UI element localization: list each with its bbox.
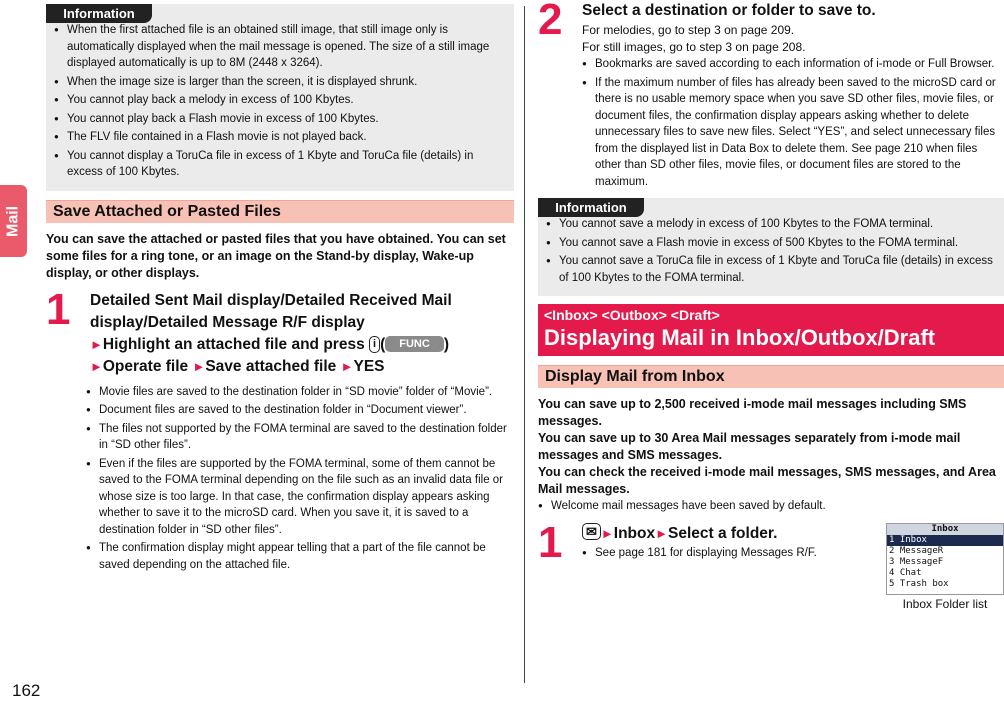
- mail-key-icon: ✉: [582, 523, 601, 540]
- folder-row: 1 Inbox: [887, 535, 1003, 546]
- step-number: 2: [538, 0, 563, 44]
- step-line1: Detailed Sent Mail display/Detailed Received Mail display/Detailed Message R/F display: [90, 291, 452, 331]
- info-bullet: ● You cannot save a melody in excess of 100 Kbytes to the FOMA terminal.: [546, 216, 998, 233]
- arrow-icon: ►: [192, 358, 206, 374]
- step-title: [90, 290, 514, 378]
- step-op: Save attached file: [205, 357, 337, 375]
- step-line: For melodies, go to step 3 on page 209.: [582, 23, 795, 37]
- inbox-screen-figure: [886, 523, 1004, 611]
- arrow-icon: ►: [90, 358, 103, 374]
- step-highlight: Highlight an attached file and press: [102, 335, 365, 353]
- folder-row: 3 MessageF: [889, 556, 944, 567]
- step-bullet: ● Even if the files are supported by the FOMA terminal, some of them cannot be saved to the FOMA terminal depending on the file such as an invalid data file or whose size is too large. In that case, the confirmation display appears asking whether to save it to the microSD card. When you save it, it is saved to a destination folder in “SD other files”.: [86, 456, 514, 539]
- step-bullet: ● Bookmarks are saved according to each information of i-mode or Full Browser.: [582, 56, 1004, 73]
- lead-bullet: ● Welcome mail messages have been saved by default.: [538, 498, 1004, 515]
- info-bullet: ● You cannot display a ToruCa file in excess of 1 Kbyte and ToruCa file (details) in excess of 100 Kbytes.: [54, 148, 508, 181]
- step-2: [538, 0, 1004, 190]
- lead-text: You can save the attached or pasted files that you have obtained. You can set some files for a ring tone, or an image on the Stand-by display, Wake-up display, or other displays.: [46, 231, 506, 280]
- info-bullet: ● When the image size is larger than the screen, it is displayed shrunk.: [54, 74, 508, 91]
- step-op: Inbox: [613, 524, 656, 542]
- step-bullet: ● See page 181 for displaying Messages R/F.: [582, 545, 878, 562]
- folder-row: 5 Trash box: [889, 578, 949, 589]
- column-divider: [524, 6, 525, 683]
- folder-row: 2 MessageR: [889, 545, 944, 556]
- info-label: Information: [46, 4, 152, 23]
- info-box-left: [46, 4, 514, 191]
- info-bullet: ● You cannot play back a melody in excess of 100 Kbytes.: [54, 92, 508, 109]
- banner-subtitle: <Inbox> <Outbox> <Draft>: [544, 307, 720, 323]
- screen-header: Inbox: [887, 524, 1003, 535]
- step-op: YES: [353, 357, 385, 375]
- step-number: 1: [538, 517, 563, 567]
- paren: ): [443, 335, 449, 353]
- i-mode-key-icon: i: [369, 336, 380, 353]
- step-bullet: ● Document files are saved to the destination folder in “Document viewer”.: [86, 402, 514, 419]
- info-bullet: ● You cannot save a ToruCa file in excess of 1 Kbyte and ToruCa file (details) in excess of 100 Kbytes to the FOMA terminal.: [546, 253, 998, 286]
- side-tab-mail: [0, 185, 27, 257]
- info-bullet: ● When the first attached file is an obtained still image, that still image only is automatically displayed when the mail message is opened. The size of a still image displayed automatically is up to 8M (2448 x 3264).: [54, 22, 508, 72]
- arrow-icon: ►: [340, 358, 354, 374]
- step-bullet: ● The confirmation display might appear telling that a part of the file cannot be saved depending on the attached file.: [86, 540, 514, 573]
- info-bullet: ● You cannot play back a Flash movie in excess of 100 Kbytes.: [54, 111, 508, 128]
- step-1-right: [538, 517, 878, 567]
- step-1-left: [46, 284, 514, 574]
- left-column: [46, 4, 514, 575]
- section-title: Save Attached or Pasted Files: [46, 200, 514, 223]
- info-bullet: ● You cannot save a Flash movie in excess of 500 Kbytes to the FOMA terminal.: [546, 235, 998, 252]
- arrow-icon: ►: [90, 336, 103, 352]
- step-op: Select a folder.: [668, 524, 778, 542]
- step-title: [582, 523, 878, 545]
- step-line: For still images, go to step 3 on page 208.: [582, 40, 806, 54]
- info-bullet: ● The FLV file contained in a Flash movie is not played back.: [54, 129, 508, 146]
- page-number: 162: [12, 681, 41, 700]
- lead-text: You can save up to 2,500 received i-mode mail messages including SMS messages. You can save up to 30 Area Mail messages separately from i-mode mail messages and SMS messages. You can check the received i-mode mail messages, SMS messages, and Area Mail messages.: [538, 397, 996, 496]
- side-tab-label: Mail: [4, 205, 22, 237]
- arrow-icon: ►: [600, 525, 614, 541]
- section-title: Display Mail from Inbox: [538, 365, 1004, 388]
- info-box-right: [538, 198, 1004, 296]
- step-bullet: ● The files not supported by the FOMA terminal are saved to the destination folder in “SD other files”.: [86, 421, 514, 454]
- phone-screen: [886, 523, 1004, 595]
- step-bullet: ● Movie files are saved to the destination folder in “SD movie” folder of “Movie”.: [86, 384, 514, 401]
- banner-title: Displaying Mail in Inbox/Outbox/Draft: [544, 325, 936, 350]
- figure-caption: Inbox Folder list: [902, 596, 988, 611]
- folder-row: 4 Chat: [889, 567, 922, 578]
- inbox-step-area: [538, 517, 1004, 611]
- arrow-icon: ►: [655, 525, 668, 541]
- step-op: Operate file: [102, 357, 189, 375]
- paren: (: [380, 335, 386, 353]
- step-number: 1: [46, 284, 71, 334]
- right-column: [538, 0, 1004, 611]
- chapter-banner: [538, 304, 1004, 356]
- func-key-icon: FUNC: [385, 336, 444, 352]
- info-label: Information: [538, 198, 644, 217]
- step-bullet: ● If the maximum number of files has already been saved to the microSD card or there is no usable memory space when you save SD other files, movie files, or document files, the confirmation display appears asking whether to delete unnecessary files to save new files. Select “YES”, and select unnecessary files from the displayed list in Data Box to delete them. See page 210 when files other than SD other files, movie files, or document files are stored to the maximum.: [582, 75, 1004, 191]
- step-title: Select a destination or folder to save to.: [582, 2, 876, 19]
